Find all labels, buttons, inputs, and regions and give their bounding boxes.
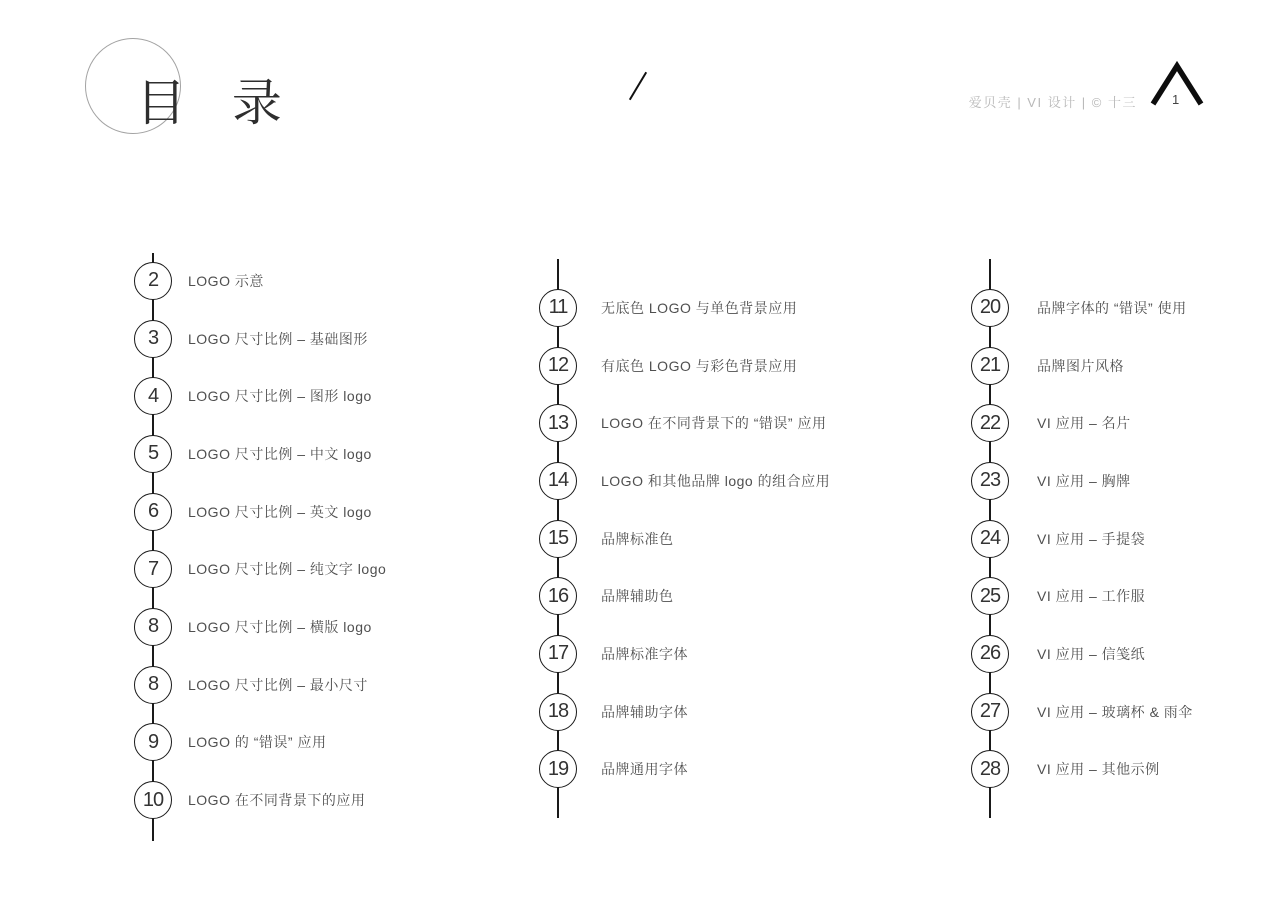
item-number-badge: 17 bbox=[539, 635, 577, 673]
toc-item bbox=[539, 452, 939, 510]
item-label: LOGO 尺寸比例 – 纯文字 logo bbox=[188, 561, 387, 578]
item-number-badge: 23 bbox=[971, 462, 1009, 500]
page-title: 目 录 bbox=[136, 75, 298, 131]
item-label: LOGO 尺寸比例 – 最小尺寸 bbox=[188, 676, 368, 693]
toc-item bbox=[971, 683, 1280, 741]
toc-item bbox=[539, 394, 939, 452]
item-number-badge: 7 bbox=[134, 550, 172, 588]
item-number-badge: 18 bbox=[539, 693, 577, 731]
item-number-badge: 19 bbox=[539, 750, 577, 788]
toc-item bbox=[971, 741, 1280, 799]
item-label: 品牌图片风格 bbox=[1037, 357, 1124, 374]
toc-item bbox=[134, 310, 534, 368]
toc-item bbox=[539, 683, 939, 741]
toc-item bbox=[134, 540, 534, 598]
header-meta: 爱贝壳 | VI 设计 | © 十三 bbox=[968, 95, 1137, 110]
toc-item bbox=[539, 567, 939, 625]
item-label: LOGO 尺寸比例 – 中文 logo bbox=[188, 445, 372, 462]
item-number-badge: 14 bbox=[539, 462, 577, 500]
item-number-badge: 15 bbox=[539, 520, 577, 558]
toc-item bbox=[539, 337, 939, 395]
toc-item bbox=[971, 567, 1280, 625]
item-label: LOGO 尺寸比例 – 基础图形 bbox=[188, 330, 368, 347]
logo-page-number: 1 bbox=[1172, 92, 1180, 107]
item-number-badge: 2 bbox=[134, 262, 172, 300]
toc-column-1 bbox=[134, 252, 534, 829]
item-number-badge: 3 bbox=[134, 320, 172, 358]
item-label: VI 应用 – 工作服 bbox=[1037, 588, 1146, 605]
toc-item bbox=[134, 656, 534, 714]
toc-item bbox=[539, 625, 939, 683]
item-number-badge: 8 bbox=[134, 666, 172, 704]
toc-item bbox=[134, 714, 534, 772]
item-number-badge: 10 bbox=[134, 781, 172, 819]
item-label: LOGO 在不同背景下的 “错误” 应用 bbox=[601, 415, 827, 432]
item-number-badge: 8 bbox=[134, 608, 172, 646]
item-number-badge: 25 bbox=[971, 577, 1009, 615]
toc-item bbox=[539, 741, 939, 799]
item-label: 品牌字体的 “错误” 使用 bbox=[1037, 299, 1187, 316]
item-number-badge: 9 bbox=[134, 723, 172, 761]
item-label: LOGO 在不同背景下的应用 bbox=[188, 792, 366, 809]
item-label: 品牌标准色 bbox=[601, 530, 674, 547]
item-label: VI 应用 – 玻璃杯 & 雨伞 bbox=[1037, 703, 1193, 720]
item-label: VI 应用 – 名片 bbox=[1037, 415, 1131, 432]
item-number-badge: 6 bbox=[134, 493, 172, 531]
item-label: LOGO 示意 bbox=[188, 272, 264, 289]
item-number-badge: 28 bbox=[971, 750, 1009, 788]
item-number-badge: 20 bbox=[971, 289, 1009, 327]
item-label: VI 应用 – 胸牌 bbox=[1037, 472, 1131, 489]
toc-column-3 bbox=[971, 279, 1280, 798]
item-number-badge: 5 bbox=[134, 435, 172, 473]
item-label: LOGO 的 “错误” 应用 bbox=[188, 734, 327, 751]
brand-caret-logo-icon bbox=[1148, 61, 1206, 107]
item-number-badge: 21 bbox=[971, 347, 1009, 385]
item-label: VI 应用 – 其他示例 bbox=[1037, 761, 1160, 778]
toc-item bbox=[134, 483, 534, 541]
toc-item bbox=[539, 279, 939, 337]
item-label: 无底色 LOGO 与单色背景应用 bbox=[601, 299, 798, 316]
item-label: 品牌标准字体 bbox=[601, 645, 688, 662]
toc-item bbox=[134, 252, 534, 310]
toc-item bbox=[971, 279, 1280, 337]
item-number-badge: 22 bbox=[971, 404, 1009, 442]
toc-column-2 bbox=[539, 279, 939, 798]
item-number-badge: 24 bbox=[971, 520, 1009, 558]
item-label: 品牌辅助色 bbox=[601, 588, 674, 605]
toc-item bbox=[539, 510, 939, 568]
item-label: LOGO 尺寸比例 – 图形 logo bbox=[188, 388, 372, 405]
slash-divider-icon bbox=[629, 72, 647, 100]
item-number-badge: 16 bbox=[539, 577, 577, 615]
toc-item bbox=[971, 452, 1280, 510]
item-label: LOGO 尺寸比例 – 横版 logo bbox=[188, 618, 372, 635]
toc-item bbox=[971, 337, 1280, 395]
toc-item bbox=[134, 425, 534, 483]
item-number-badge: 12 bbox=[539, 347, 577, 385]
item-label: LOGO 和其他品牌 logo 的组合应用 bbox=[601, 472, 831, 489]
item-number-badge: 4 bbox=[134, 377, 172, 415]
toc-item bbox=[971, 510, 1280, 568]
item-label: 有底色 LOGO 与彩色背景应用 bbox=[601, 357, 798, 374]
toc-item bbox=[134, 771, 534, 829]
item-label: LOGO 尺寸比例 – 英文 logo bbox=[188, 503, 372, 520]
item-label: 品牌辅助字体 bbox=[601, 703, 688, 720]
toc-item bbox=[134, 598, 534, 656]
toc-item bbox=[971, 394, 1280, 452]
toc-item bbox=[971, 625, 1280, 683]
item-label: 品牌通用字体 bbox=[601, 761, 688, 778]
item-label: VI 应用 – 信笺纸 bbox=[1037, 645, 1146, 662]
toc-item bbox=[134, 367, 534, 425]
item-label: VI 应用 – 手提袋 bbox=[1037, 530, 1146, 547]
item-number-badge: 26 bbox=[971, 635, 1009, 673]
item-number-badge: 13 bbox=[539, 404, 577, 442]
item-number-badge: 11 bbox=[539, 289, 577, 327]
item-number-badge: 27 bbox=[971, 693, 1009, 731]
